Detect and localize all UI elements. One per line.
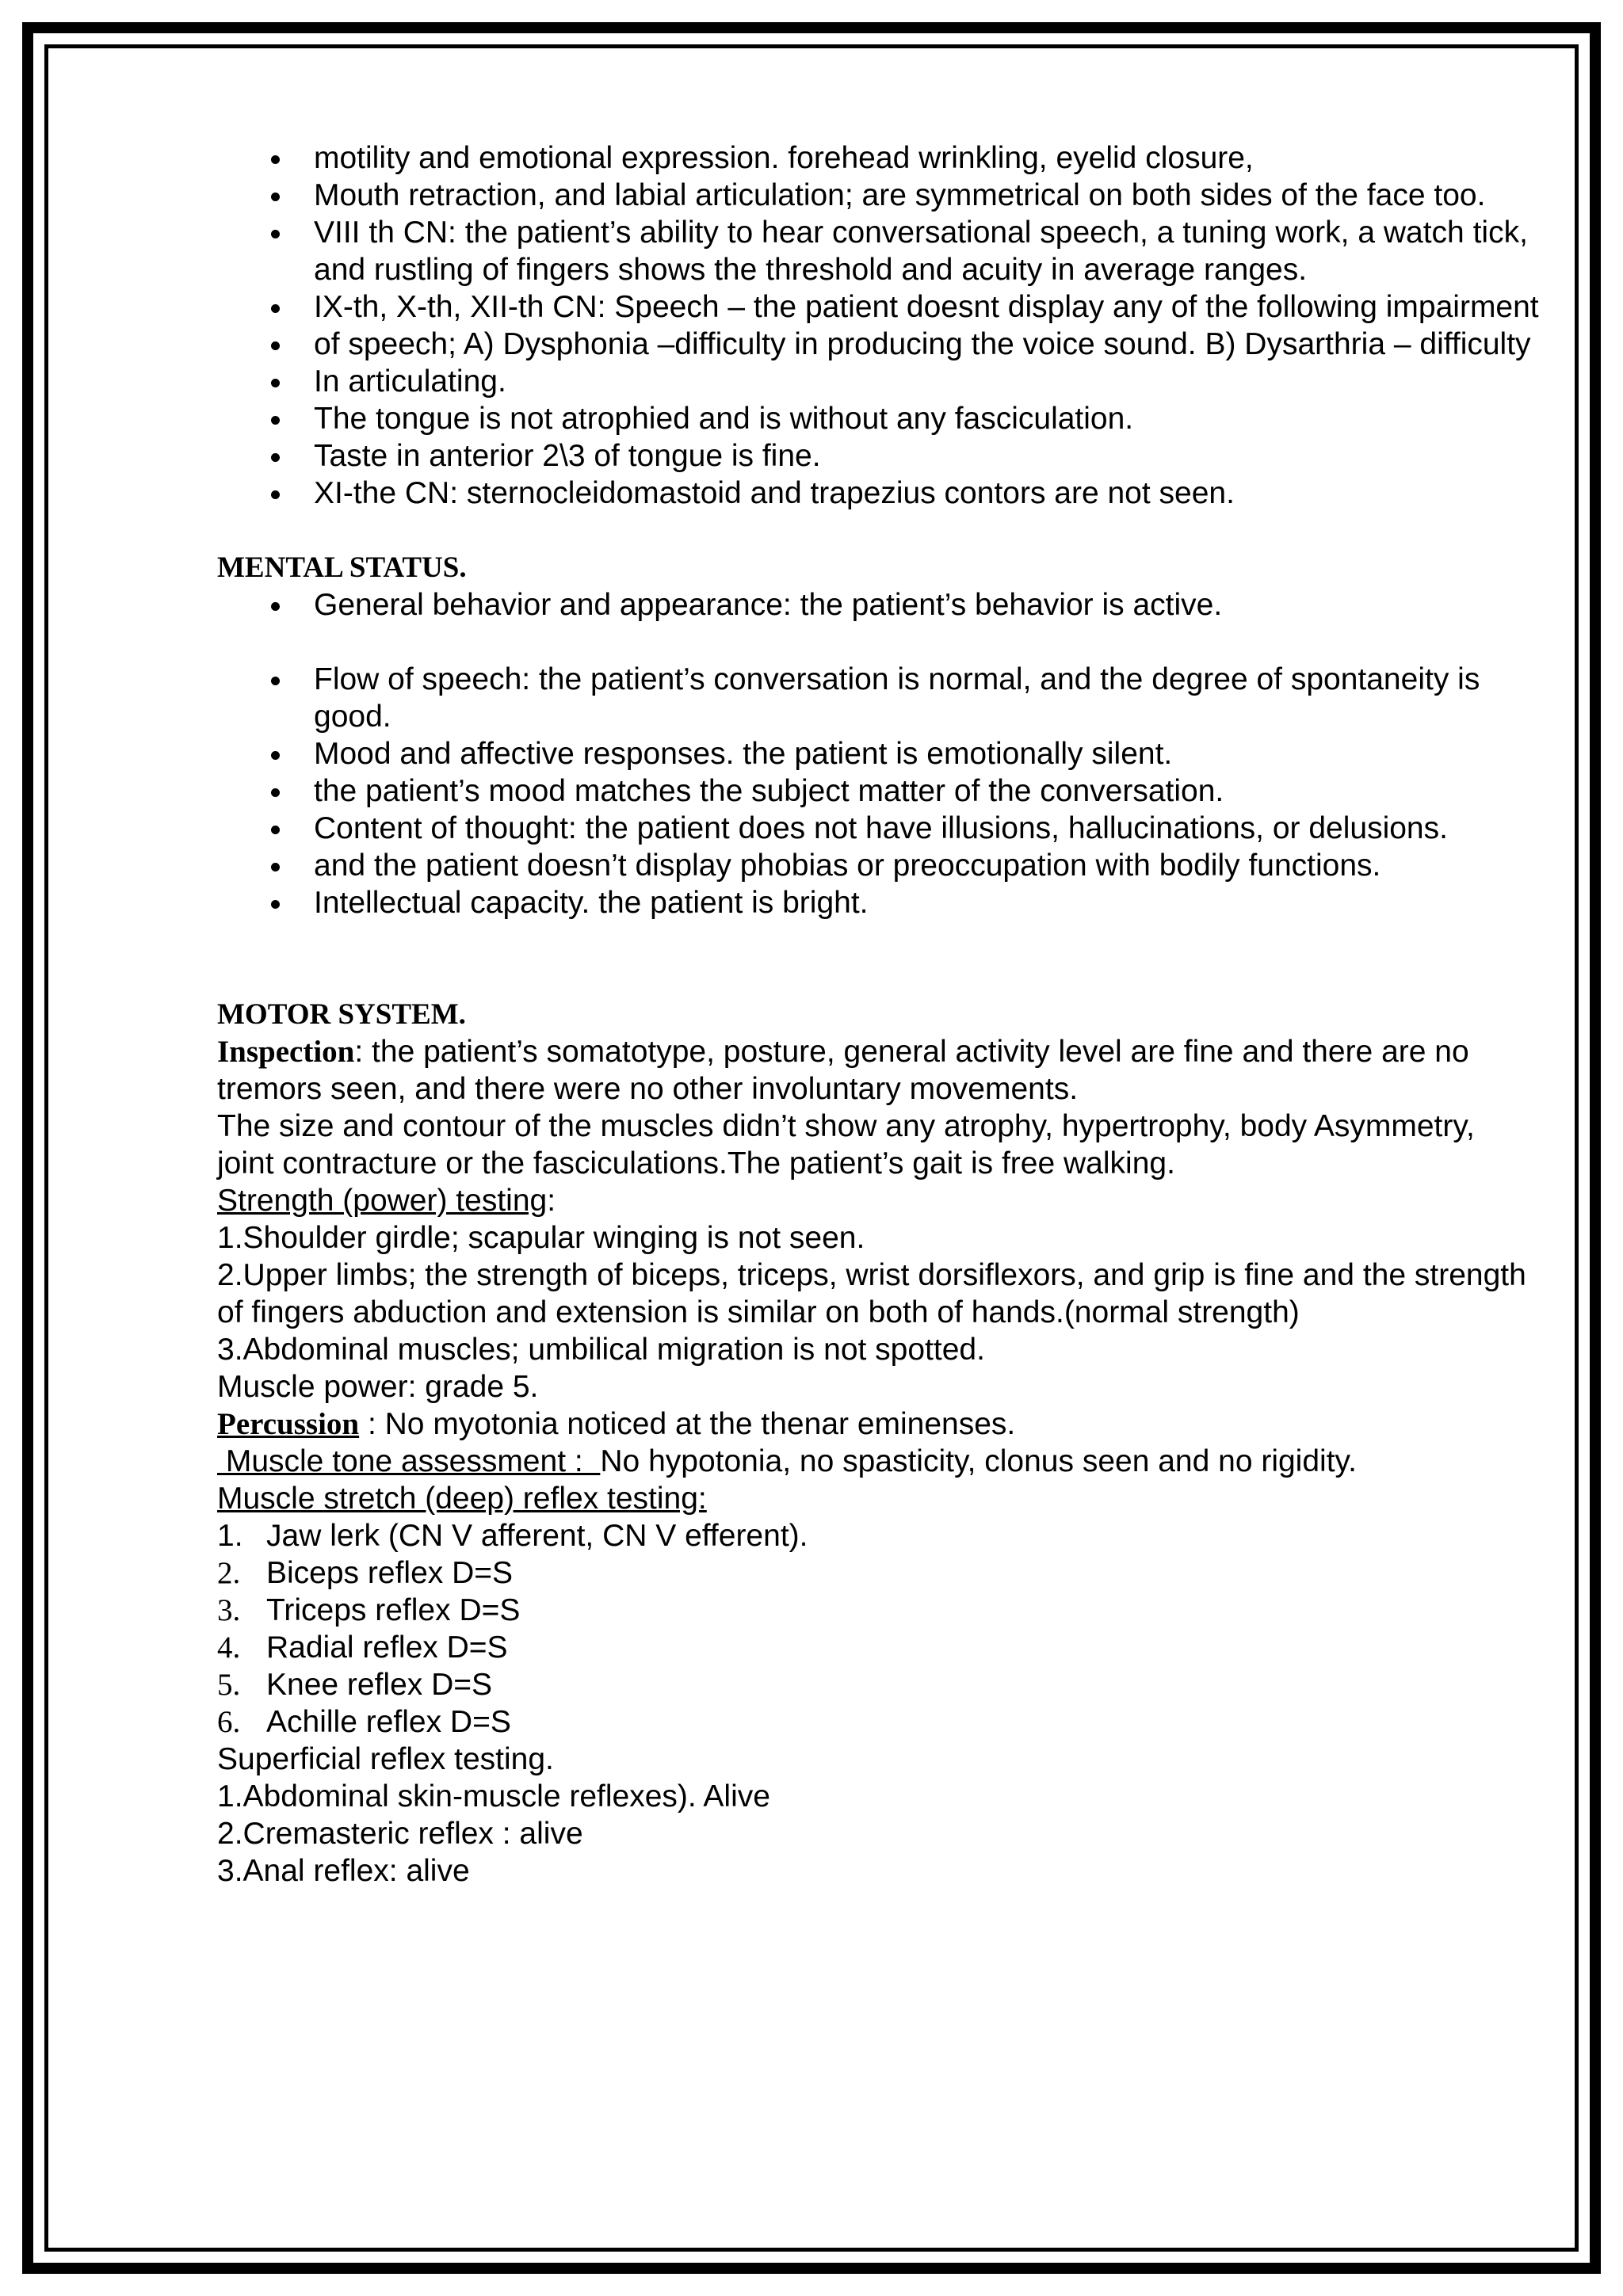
list-item: Mouth retraction, and labial articulation; are symmetrical on both sides of the face too.: [217, 177, 1539, 214]
bullet-icon: [271, 230, 280, 238]
muscle-tone-label: Muscle tone assessment :: [217, 1444, 601, 1478]
list-item: Taste in anterior 2\3 of tongue is fine.: [217, 437, 1539, 475]
list-item: The tongue is not atrophied and is without any fasciculation.: [217, 400, 1539, 437]
list-item: 4. Radial reflex D=S: [217, 1630, 508, 1665]
reflex-list: [217, 1517, 1539, 1741]
bullet-icon: [271, 826, 280, 834]
superficial-item: 3.Anal reflex: alive: [217, 1854, 470, 1888]
list-item: General behavior and appearance: the patient’s behavior is active.: [217, 586, 1539, 624]
strength-item: 3.Abdominal muscles; umbilical migration is not spotted.: [217, 1333, 985, 1367]
bullet-icon: [271, 341, 280, 350]
percussion-label: Percussion: [217, 1407, 360, 1441]
list-item: Content of thought: the patient does not have illusions, hallucinations, or delusions.: [217, 810, 1539, 847]
bullet-icon: [271, 751, 280, 760]
list-item: 6. Achille reflex D=S: [217, 1705, 511, 1739]
list-item: Mood and affective responses. the patient is emotionally silent.: [217, 735, 1539, 772]
percussion-line: Percussion : No myotonia noticed at the thenar eminenses.: [217, 1407, 1016, 1441]
muscle-power-line: Muscle power: grade 5.: [217, 1370, 539, 1404]
list-item: IX-th, X-th, XII-th CN: Speech – the patient doesnt display any of the following impairment: [217, 288, 1539, 326]
list-item: 2. Biceps reflex D=S: [217, 1556, 514, 1590]
cranial-nerve-list: [217, 139, 1539, 512]
list-item: 3. Triceps reflex D=S: [217, 1593, 521, 1627]
bullet-icon: [271, 900, 280, 909]
bullet-icon: [271, 677, 280, 685]
motor-system-heading: MOTOR SYSTEM.: [217, 998, 466, 1031]
list-item: Flow of speech: the patient’s conversation is normal, and the degree of spontaneity is good.: [217, 661, 1539, 735]
mental-status-heading: MENTAL STATUS.: [217, 551, 467, 584]
superficial-item: 2.Cremasteric reflex : alive: [217, 1817, 583, 1851]
bullet-icon: [271, 453, 280, 462]
strength-item: 2.Upper limbs; the strength of biceps, triceps, wrist dorsiflexors, and grip is fine and the strength of fingers abduction and extension is similar on both of hands.(normal strength): [217, 1258, 1526, 1329]
list-item: and the patient doesn’t display phobias or preoccupation with bodily functions.: [217, 847, 1539, 884]
bullet-icon: [271, 155, 280, 164]
stretch-reflex-label: Muscle stretch (deep) reflex testing:: [217, 1482, 707, 1516]
list-item: of speech; A) Dysphonia –difficulty in producing the voice sound. B) Dysarthria – difficulty: [217, 326, 1539, 363]
size-contour-paragraph: The size and contour of the muscles didn’t show any atrophy, hypertrophy, body Asymmetry, joint contracture or the fasciculations.The patient’s gait is free walking.: [217, 1109, 1475, 1180]
bullet-icon: [271, 304, 280, 313]
bullet-icon: [271, 416, 280, 425]
document-body: [217, 139, 1539, 1890]
mental-status-list-continued: [217, 661, 1539, 921]
list-item: XI-the CN: sternocleidomastoid and trapezius contors are not seen.: [217, 475, 1539, 512]
bullet-icon: [271, 788, 280, 797]
inspection-label: Inspection: [217, 1035, 355, 1069]
muscle-tone-line: Muscle tone assessment : No hypotonia, no spasticity, clonus seen and no rigidity.: [217, 1444, 1357, 1478]
strength-testing-label: Strength (power) testing:: [217, 1184, 556, 1218]
list-item: motility and emotional expression. forehead wrinkling, eyelid closure,: [217, 139, 1539, 177]
inspection-paragraph: Inspection: the patient’s somatotype, posture, general activity level are fine and there are no tremors seen, and there were no other involuntary movements.: [217, 1035, 1469, 1106]
list-item: the patient’s mood matches the subject matter of the conversation.: [217, 772, 1539, 810]
bullet-icon: [271, 602, 280, 611]
superficial-item: 1.Abdominal skin-muscle reflexes). Alive: [217, 1779, 770, 1814]
list-item: In articulating.: [217, 363, 1539, 400]
bullet-icon: [271, 379, 280, 387]
strength-item: 1.Shoulder girdle; scapular winging is not seen.: [217, 1221, 865, 1255]
bullet-icon: [271, 193, 280, 201]
mental-status-list: [217, 586, 1539, 624]
bullet-icon: [271, 490, 280, 499]
superficial-reflex-label: Superficial reflex testing.: [217, 1742, 554, 1776]
bullet-icon: [271, 863, 280, 871]
list-item: 1. Jaw lerk (CN V afferent, CN V efferent).: [217, 1519, 808, 1553]
list-item: 5. Knee reflex D=S: [217, 1668, 493, 1702]
list-item: Intellectual capacity. the patient is bright.: [217, 884, 1539, 921]
list-item: VIII th CN: the patient’s ability to hear conversational speech, a tuning work, a watch tick, and rustling of fingers shows the threshold and acuity in average ranges.: [217, 214, 1539, 288]
